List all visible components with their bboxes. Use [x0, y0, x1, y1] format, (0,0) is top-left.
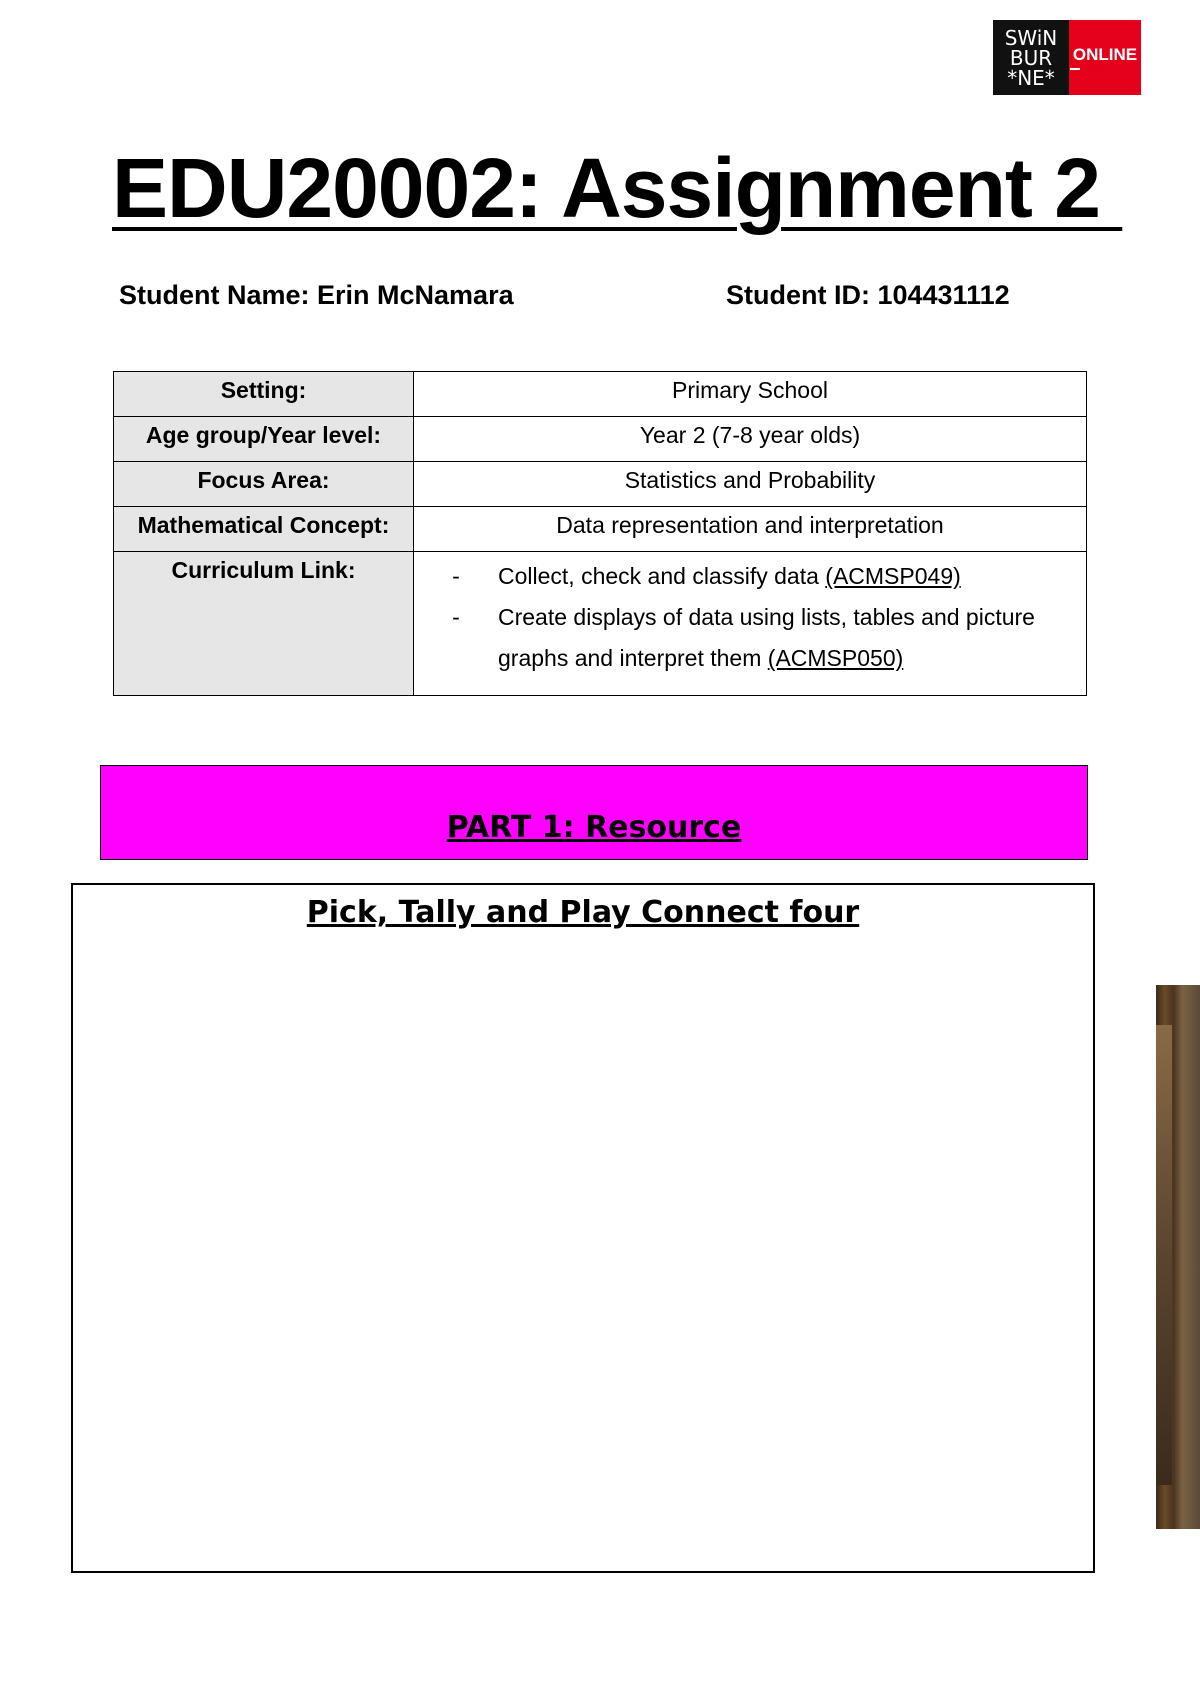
curriculum-code-link[interactable]: (ACMSP049) — [825, 563, 961, 589]
logo-dash — [1070, 68, 1080, 70]
row-label: Age group/Year level: — [114, 417, 414, 462]
table-row — [114, 552, 1087, 696]
student-id: Student ID: 104431112 — [726, 280, 1010, 310]
part1-banner — [100, 765, 1088, 860]
table-row — [114, 462, 1087, 507]
row-label: Setting: — [114, 372, 414, 417]
logo-online-text: ONLINE — [1072, 45, 1138, 64]
swinburne-online-logo — [993, 20, 1141, 95]
curriculum-item-text: Create displays of data using lists, tables and picture graphs and interpret them — [498, 604, 1035, 671]
curriculum-label: Curriculum Link: — [114, 552, 414, 696]
row-label: Mathematical Concept: — [114, 507, 414, 552]
bullet-dash: - — [452, 604, 460, 630]
lesson-info-table — [113, 371, 1087, 696]
table-row — [114, 507, 1087, 552]
resource-box — [71, 883, 1095, 1573]
curriculum-text — [498, 556, 1076, 597]
student-name: Student Name: Erin McNamara — [119, 280, 514, 310]
row-value: Year 2 (7-8 year olds) — [414, 417, 1087, 462]
table-row — [114, 417, 1087, 462]
curriculum-text — [498, 597, 1076, 679]
curriculum-code-link[interactable]: (ACMSP050) — [767, 645, 904, 671]
list-item — [414, 597, 1076, 679]
bullet-dash: - — [452, 563, 460, 589]
logo-line-2: BUR — [1009, 45, 1053, 70]
cropped-photo — [1156, 985, 1200, 1529]
row-label: Focus Area: — [114, 462, 414, 507]
row-value: Data representation and interpretation — [414, 507, 1087, 552]
logo-wordmark — [993, 20, 1069, 95]
curriculum-item-text: Collect, check and classify data — [498, 563, 826, 589]
logo-online-tag — [1069, 20, 1141, 95]
row-value: Primary School — [414, 372, 1087, 417]
resource-title: Pick, Tally and Play Connect four — [306, 895, 860, 930]
row-value: Statistics and Probability — [414, 462, 1087, 507]
logo-line-3: *NE* — [1007, 65, 1055, 90]
document-title: EDU20002: Assignment 2 — [112, 141, 1123, 235]
list-item — [414, 556, 1076, 597]
logo-line-1: SWiN — [1004, 25, 1058, 50]
table-row — [114, 372, 1087, 417]
curriculum-links — [414, 552, 1087, 696]
part1-heading: PART 1: Resource — [446, 810, 742, 845]
